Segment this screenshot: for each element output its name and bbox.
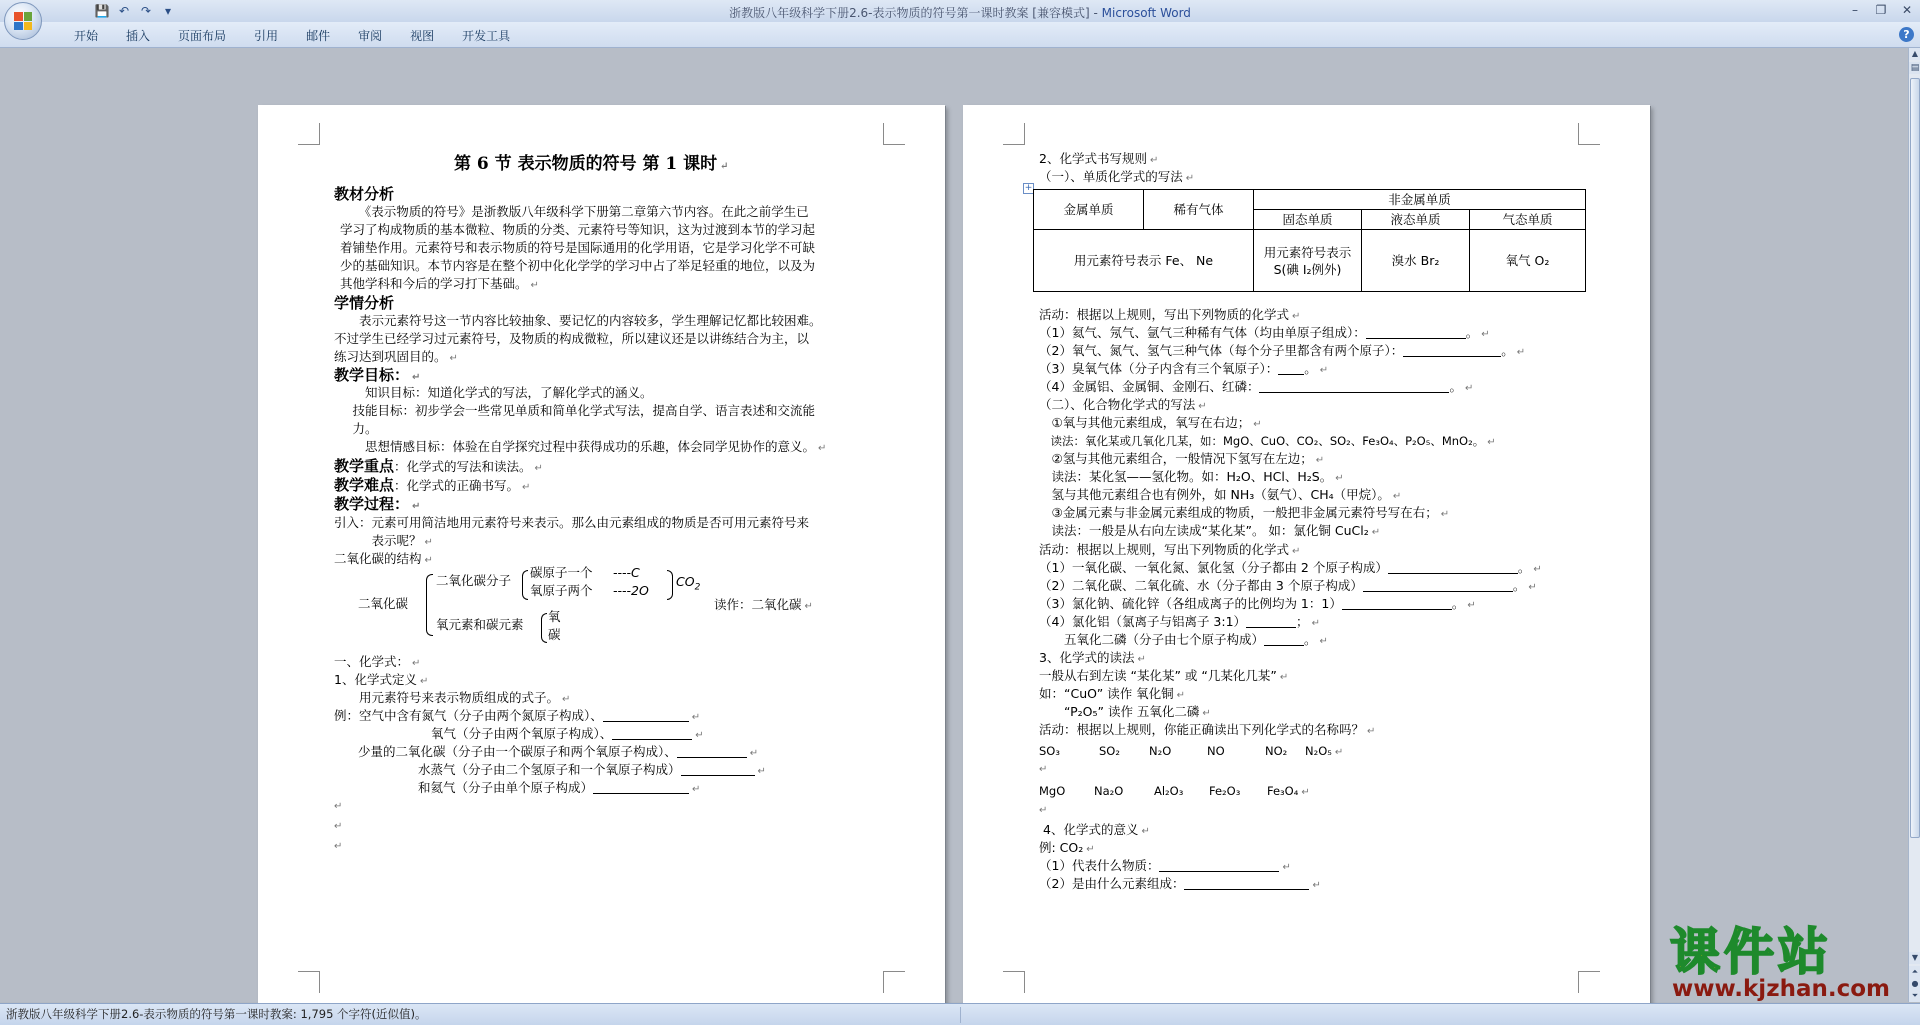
- paragraph-line: （4）氯化铝（氯离子与铝离子 3:1） ； ↵: [1039, 614, 1320, 629]
- paragraph-line: 水蒸气（分子由二个氢原子和一个氧原子构成） ↵: [418, 762, 766, 777]
- formula: N₂O₅: [1305, 744, 1332, 758]
- table-header-cell: 固态单质: [1254, 210, 1362, 230]
- formula: NO₂: [1265, 744, 1288, 758]
- title-bar: [0, 0, 1920, 22]
- paragraph-line: 学习了构成物质的基本微粒、物质的分类、元素符号等知识，这为过渡到本节的学习起: [340, 222, 816, 237]
- page-title: 第 6 节 表示物质的符号 第 1 课时 ↵: [454, 154, 729, 174]
- paragraph-line: 表示元素符号这一节内容比较抽象、要记忆的内容较多，学生理解记忆都比较困难。: [334, 313, 822, 328]
- section-heading: 教学过程： ↵: [334, 495, 421, 513]
- paragraph-line: 和氦气（分子由单个原子构成） ↵: [418, 780, 701, 795]
- paragraph-line: 知识目标：知道化学式的写法，了解化学式的涵义。: [340, 385, 653, 400]
- tab-references[interactable]: 引用: [254, 29, 279, 43]
- paragraph-line: 表示呢？ ↵: [334, 533, 433, 548]
- paragraph-line: 读法：氧化某或几氧化几某，如：MgO、CuO、CO₂、SO₂、Fe₃O₄、P₂O₅、MnO₂。 ↵: [1039, 434, 1496, 448]
- tab-view[interactable]: 视图: [410, 29, 435, 43]
- office-button[interactable]: [4, 2, 42, 40]
- crop-mark: [883, 123, 905, 145]
- paragraph-line: （3）臭氧气体（分子内含有三个氧原子）： 。 ↵: [1039, 361, 1329, 376]
- paragraph-mark: ↵: [334, 841, 343, 852]
- paragraph-line: （3）氯化钠、硫化锌（各组成离子的比例均为 1：1） 。 ↵: [1039, 596, 1476, 611]
- paragraph-line: 活动：根据以上规则，写出下列物质的化学式 ↵: [1039, 542, 1301, 557]
- paragraph-line: 活动：根据以上规则，你能正确读出下列化学式的名称吗？ ↵: [1039, 722, 1376, 737]
- paragraph-line: 4、化学式的意义 ↵: [1043, 822, 1150, 837]
- paragraph-line: 一般从右到左读 “某化某” 或 “几某化几某” ↵: [1039, 668, 1289, 683]
- previous-page-icon[interactable]: ⏶: [1909, 966, 1920, 978]
- paragraph-line: 少的基础知识。本节内容是在整个初中化化学学的学习中占了举足轻重的地位，以及为: [340, 258, 816, 273]
- table-header-cell: 金属单质: [1034, 190, 1144, 230]
- paragraph-line: 二氧化碳的结构 ↵: [334, 551, 433, 566]
- paragraph-line: 例: CO₂ ↵: [1039, 840, 1095, 855]
- diagram-atom-c: 碳原子一个: [530, 565, 593, 580]
- undo-icon[interactable]: ↶: [118, 4, 130, 18]
- diagram-root-label: 二氧化碳: [358, 596, 409, 611]
- scroll-down-icon[interactable]: ▼: [1909, 952, 1920, 964]
- paragraph-line: 3、化学式的读法 ↵: [1039, 650, 1146, 665]
- document-page-2[interactable]: [963, 105, 1650, 1025]
- crop-mark: [1578, 123, 1600, 145]
- paragraph-line: （1）氦气、氖气、氩气三种稀有气体（均由单原子组成）： 。 ↵: [1039, 325, 1490, 340]
- formula-row: MgO Na₂O Al₂O₃ Fe₂O₃ Fe₃O₄ ↵: [1039, 784, 1310, 798]
- app-name: Microsoft Word: [1101, 6, 1191, 20]
- restore-button[interactable]: ❐: [1875, 3, 1887, 17]
- table-header-cell: 稀有气体: [1144, 190, 1254, 230]
- paragraph-line: （1）一氧化碳、一氧化氮、氯化氢（分子都由 2 个原子构成） 。 ↵: [1039, 560, 1542, 575]
- watermark-logo: [1670, 924, 1910, 1002]
- diagram-read-label: 读作：二氧化碳 ↵: [714, 597, 813, 612]
- paragraph-line: 氢与其他元素组合也有例外，如 NH₃（氨气）、CH₄（甲烷）。 ↵: [1039, 487, 1402, 502]
- diagram-brace: [522, 570, 528, 600]
- diagram-molecule-label: 二氧化碳分子: [436, 573, 512, 588]
- diagram-atom-o: 氧原子两个: [530, 583, 593, 598]
- paragraph-line: “P₂O₅” 读作 五氧化二磷 ↵: [1039, 704, 1211, 719]
- status-divider: [960, 1007, 961, 1023]
- window-title: 浙教版八年级科学下册2.6-表示物质的符号第一课时教案 [兼容模式] - Microsoft Word: [729, 6, 1191, 20]
- crop-mark: [1003, 123, 1025, 145]
- table-cell: 用元素符号表示 Fe、 Ne: [1034, 230, 1254, 292]
- diagram-arrow-o: ----2O: [613, 583, 649, 598]
- redo-icon[interactable]: ↷: [140, 4, 152, 18]
- scroll-up-icon[interactable]: ▲: [1909, 48, 1920, 60]
- watermark-title: 课件站: [1670, 923, 1832, 981]
- paragraph-line: 活动：根据以上规则，写出下列物质的化学式 ↵: [1039, 307, 1301, 322]
- paragraph-line: 技能目标：初步学会一些常见单质和简单化学式写法，提高自学、语言表述和交流能: [340, 403, 816, 418]
- section-heading: 学情分析: [334, 294, 395, 312]
- diagram-element-c: 碳: [548, 627, 561, 642]
- table-cell: 氧气 O₂: [1470, 230, 1586, 292]
- paragraph-line: 引入：元素可用简洁地用元素符号来表示。那么由元素组成的物质是否可用元素符号来: [334, 515, 810, 530]
- formula: Na₂O: [1094, 784, 1124, 798]
- paragraph-line: 着铺垫作用。元素符号和表示物质的符号是国际通用的化学用语，它是学习化学不可缺: [340, 240, 816, 255]
- paragraph-line: 如：“CuO” 读作 氧化铜 ↵: [1039, 686, 1186, 701]
- tab-mailings[interactable]: 邮件: [306, 29, 331, 43]
- window-controls: [1842, 0, 1920, 20]
- formula-row: SO₃ SO₂ N₂O NO NO₂ N₂O₅ ↵: [1039, 744, 1344, 758]
- table-header-cell: 液态单质: [1362, 210, 1470, 230]
- paragraph-line: 氧气（分子由两个氧原子构成）、 ↵: [431, 726, 704, 741]
- document-area: [0, 48, 1908, 1002]
- paragraph-line: ②氢与其他元素组合，一般情况下氢写在左边； ↵: [1039, 451, 1325, 466]
- document-page-1[interactable]: [258, 105, 945, 1025]
- formula: NO: [1207, 744, 1225, 758]
- tab-home[interactable]: 开始: [74, 29, 99, 43]
- paragraph-line: 读法：一般是从右向左读成“某化某”。 如：氯化铜 CuCl₂ ↵: [1039, 523, 1381, 538]
- vertical-scrollbar[interactable]: [1908, 48, 1920, 1002]
- crop-mark: [1578, 971, 1600, 993]
- formula: Fe₂O₃: [1209, 784, 1241, 798]
- paragraph-line: 不过学生已经学习过元素符号，及物质的构成微粒，所以建议还是以讲练结合为主，以: [334, 331, 810, 346]
- elements-table[interactable]: [1033, 189, 1586, 292]
- paragraph-line: 教学难点：化学式的正确书写。 ↵: [334, 476, 531, 494]
- diagram-brace: [541, 613, 547, 643]
- tab-developer[interactable]: 开发工具: [462, 29, 511, 43]
- minimize-button[interactable]: –: [1852, 3, 1858, 17]
- crop-mark: [1003, 971, 1025, 993]
- section-heading: 教学目标： ↵: [334, 366, 421, 384]
- status-bar: [0, 1003, 1920, 1025]
- close-button[interactable]: ✕: [1901, 3, 1913, 17]
- tab-insert[interactable]: 插入: [126, 29, 151, 43]
- browse-object-icon[interactable]: ●: [1909, 978, 1920, 990]
- paragraph-line: （2）氧气、氮气、氢气三种气体（每个分子里都含有两个原子）： 。 ↵: [1039, 343, 1526, 358]
- paragraph-mark: ↵: [334, 821, 343, 832]
- diagram-arrow-c: ----C: [613, 565, 640, 580]
- formula: N₂O: [1149, 744, 1172, 758]
- paragraph-mark: ↵: [1039, 805, 1048, 816]
- formula: SO₃: [1039, 744, 1060, 758]
- table-cell: 用元素符号表示 S(碘 I₂例外): [1254, 230, 1362, 292]
- formula: Al₂O₃: [1154, 784, 1184, 798]
- table-move-handle-icon[interactable]: +: [1024, 183, 1033, 193]
- diagram-element-o: 氧: [548, 609, 561, 624]
- paragraph-line: 思想情感目标：体验在自学探究过程中获得成功的乐趣，体会同学见协作的意义。 ↵: [340, 439, 827, 454]
- paragraph-line: ①氧与其他元素组成，氧写在右边； ↵: [1039, 415, 1262, 430]
- tab-page-layout[interactable]: 页面布局: [178, 29, 227, 43]
- paragraph-line: （4）金属铝、金属铜、金刚石、红磷： 。 ↵: [1039, 379, 1474, 394]
- crop-mark: [883, 971, 905, 993]
- paragraph-line: 少量的二氧化碳（分子由一个碳原子和两个氧原子构成）、 ↵: [358, 744, 759, 759]
- status-text: 浙教版八年级科学下册2.6-表示物质的符号第一课时教案: 1,795 个字符(近似值)。: [6, 1007, 427, 1021]
- paragraph-line: 练习达到巩固目的。 ↵: [334, 349, 458, 364]
- paragraph-line: 1、化学式定义 ↵: [334, 672, 429, 687]
- table-header-cell: 非金属单质: [1254, 190, 1586, 210]
- paragraph-line: （2）二氧化碳、二氧化硫、水（分子都由 3 个原子构成） 。 ↵: [1039, 578, 1537, 593]
- diagram-brace: [667, 570, 673, 600]
- ribbon-tabs: [60, 28, 524, 44]
- formula: MgO: [1039, 784, 1066, 798]
- diagram-elements-label: 氧元素和碳元素: [436, 617, 524, 632]
- ruler-toggle-icon[interactable]: ▤: [1910, 63, 1920, 73]
- paragraph-line: 力。: [340, 421, 378, 436]
- help-icon[interactable]: ?: [1899, 27, 1914, 42]
- paragraph-line: （1）代表什么物质： ↵: [1039, 858, 1291, 873]
- paragraph-line: 五氧化二磷（分子由七个原子构成） 。 ↵: [1039, 632, 1328, 647]
- watermark-url: www.kjzhan.com: [1672, 976, 1890, 1002]
- diagram-brace: [426, 574, 433, 636]
- paragraph-line: 2、化学式书写规则 ↵: [1039, 151, 1159, 166]
- formula: SO₂: [1099, 744, 1120, 758]
- paragraph-line: 一、化学式： ↵: [334, 654, 421, 669]
- tab-review[interactable]: 审阅: [358, 29, 383, 43]
- paragraph-mark: ↵: [1039, 764, 1048, 775]
- next-page-icon[interactable]: ⏷: [1909, 990, 1920, 1002]
- table-header-cell: 气态单质: [1470, 210, 1586, 230]
- paragraph-line: （一）、单质化学式的写法 ↵: [1039, 169, 1195, 184]
- table-cell: 溴水 Br₂: [1362, 230, 1470, 292]
- ribbon: [0, 22, 1920, 48]
- paragraph-line: 用元素符号来表示物质组成的式子。 ↵: [334, 690, 571, 705]
- paragraph-line: （二）、化合物化学式的写法 ↵: [1039, 397, 1207, 412]
- formula: Fe₃O₄: [1267, 784, 1299, 798]
- paragraph-line: 其他学科和今后的学习打下基础。 ↵: [340, 276, 539, 291]
- crop-mark: [298, 971, 320, 993]
- paragraph-line: 读法：某化氢——氢化物。如：H₂O、HCl、H₂S。 ↵: [1039, 469, 1344, 484]
- scrollbar-thumb[interactable]: [1910, 78, 1920, 838]
- paragraph-mark: ↵: [334, 801, 343, 812]
- section-heading: 教材分析: [334, 185, 395, 203]
- paragraph-line: 教学重点：化学式的写法和读法。 ↵: [334, 457, 543, 475]
- paragraph-line: 《表示物质的符号》是浙教版八年级科学下册第二章第六节内容。在此之前学生已: [340, 204, 809, 219]
- crop-mark: [298, 123, 320, 145]
- customize-qat-icon[interactable]: ▾: [164, 4, 172, 18]
- paragraph-line: ③金属元素与非金属元素组成的物质，一般把非金属元素符号写在右； ↵: [1039, 505, 1450, 520]
- office-logo-icon: [14, 12, 32, 30]
- paragraph-line: 例：空气中含有氮气（分子由两个氮原子构成）、 ↵: [334, 708, 701, 723]
- paragraph-line: （2）是由什么元素组成： ↵: [1039, 876, 1321, 891]
- save-icon[interactable]: 💾: [94, 4, 110, 18]
- diagram-formula: $CO_2$: [676, 574, 701, 593]
